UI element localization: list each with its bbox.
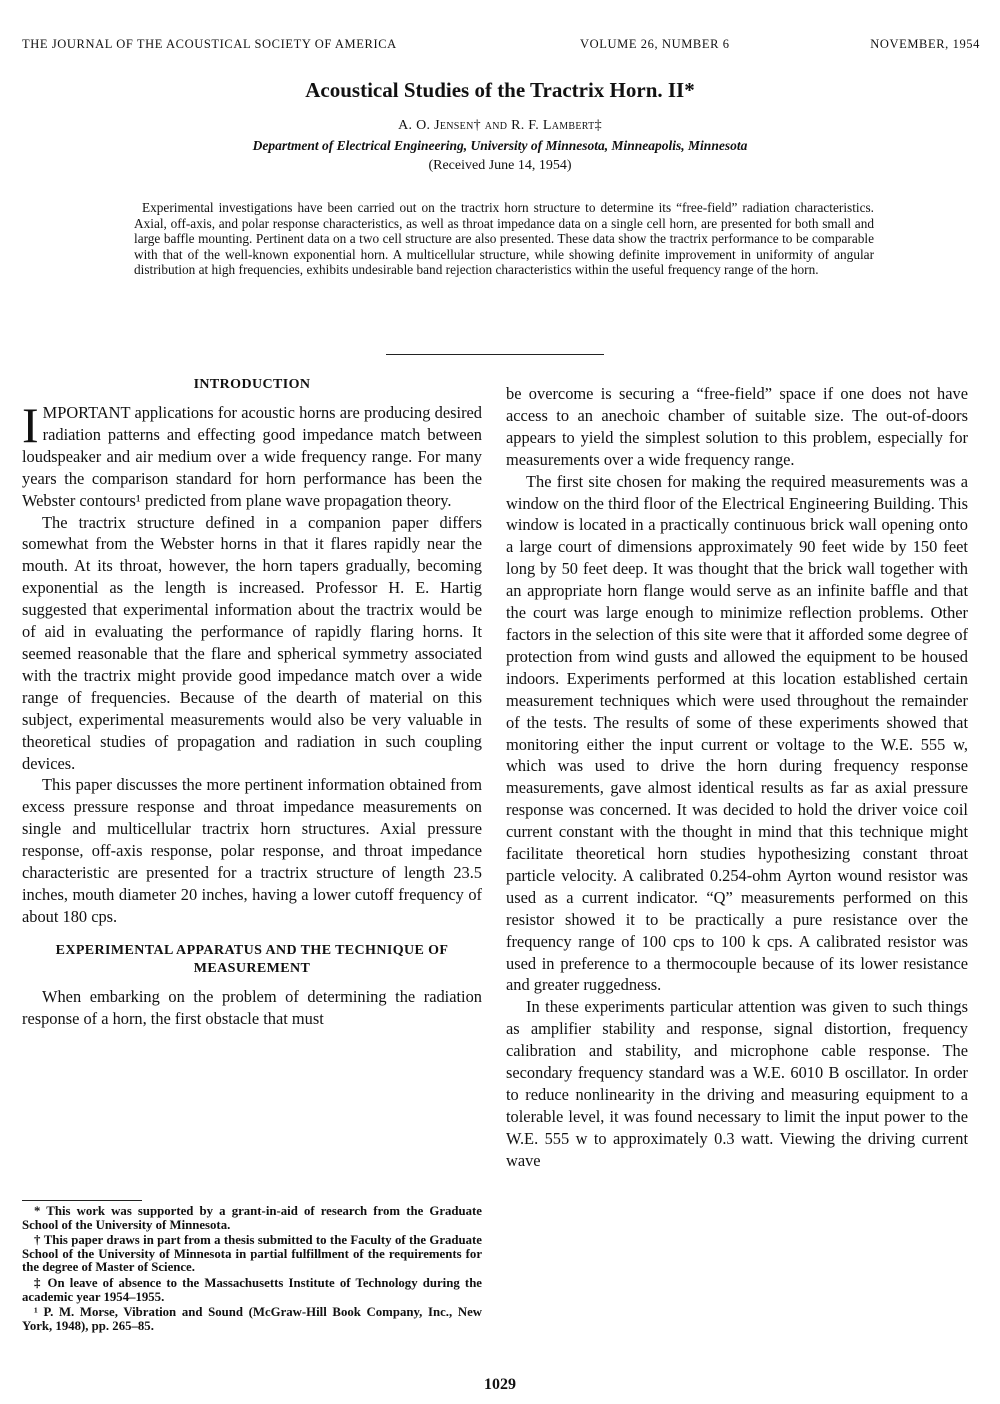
paragraph: The first site chosen for making the required measurements was a window on the third floor of the Electrical Engineering Building. This window is located in a practically continuous brick wall opening onto a large court of dimensions approximately 90 feet wide by 150 feet long by 50 feet deep. It was thought that the brick wall together with an appropriate horn flange would serve as an infinite baffle and that the court was large enough to minimize reflection problems. Other factors in the selection of this site were that it afforded some degree of protection from wind gusts and allowed the equipment to be housed indoors. Experiments performed at this location established certain measurement techniques which were used throughout the remainder of the tests. The results of some of these experiments showed that monitoring either the input current or voltage to the W.E. 555 w, which was used to drive the horn during frequency response measurements, gave almost identical results as far as axial pressure response was concerned. It was decided to hold the driver voice coil current constant with the thought in mind that this technique might facilitate theoretical horn studies hypothesizing constant throat particle velocity. A calibrated 0.254-ohm Ayrton wound resistor was used as a current indicator. “Q” measurements performed on this resistor showed it to be practically a pure resistance over the frequency range of 100 cps to 100 k cps. A calibrated resistor was used in preference to a thermocouple because of its lower resistance and greater ruggedness.	[506, 471, 968, 995]
volume-number: VOLUME 26, NUMBER 6	[580, 37, 730, 51]
footnote: * This work was supported by a grant-in-aid of research from the Graduate School of the University of Minnesota.	[22, 1204, 482, 1232]
paragraph: The tractrix structure defined in a companion paper differs somewhat from the Webster horns in that it flares rapidly near the mouth. At its throat, however, the horn tapers gradually, becoming exponential as the length is increased. Professor H. E. Hartig suggested that experimental information about the tractrix would be of aid in evaluating the performance of rapidly flaring horns. It seemed reasonable that the flare and spherical symmetry associated with the tractrix might provide good impedance match over a wide range of frequencies. Because of the dearth of material on this subject, experimental measurements would also be very valuable in theoretical studies of propagation and radiation in such coupling devices.	[22, 512, 482, 773]
paragraph-text: MPORTANT applications for acoustic horns are producing desired radiation patterns and effecting good impedance match between loudspeaker and air medium over a wide frequency range. For many years the comparison standard for horn performance has been the Webster contours¹ predicted from plane wave propagation theory.	[22, 403, 482, 510]
footnote: ‡ On leave of absence to the Massachusetts Institute of Technology during the academic year 1954–1955.	[22, 1275, 482, 1304]
paragraph: This paper discusses the more pertinent information obtained from excess pressure response and throat impedance measurements on single and multicellular tractrix horn structures. Axial pressure response, off-axis response, polar response, and throat impedance characteristic are presented for a tractrix structure of length 23.5 inches, mouth diameter 20 inches, having a lower cutoff frequency of about 180 cps.	[22, 775, 482, 926]
footnote-rule	[22, 1200, 142, 1201]
abstract: Experimental investigations have been carried out on the tractrix horn structure to determine its “free-field” radiation characteristics. Axial, off-axis, and polar response characteristics, as well as throat impedance data on a single cell horn, are presented for both small and large baffle mounting. Pertinent data on a two cell structure are also presented. These data show the tractrix performance to be comparable with that of the well-known exponential horn. A multicellular structure, while showing definite improvement in uniformity of angular distribution at high frequencies, exhibits undesirable band rejection characteristics within the useful frequency range of the horn.	[134, 200, 874, 278]
authors: A. O. Jensen† and R. F. Lambert‡	[398, 118, 602, 133]
paragraph: In these experiments particular attention was given to such things as amplifier stability and response, signal distortion, frequency calibration and stability, and microphone cable response. The secondary frequency standard was a W.E. 6010 B oscillator. In order to reduce nonlinearity in the driving and measuring equipment to a tolerable level, it was found necessary to limit the input power to the W.E. 555 w to approximately 0.3 watt. Viewing the driving current wave	[506, 997, 968, 1170]
journal-name: THE JOURNAL OF THE ACOUSTICAL SOCIETY OF AMERICA	[22, 37, 397, 51]
left-column	[22, 376, 482, 1030]
footnote: ¹ P. M. Morse, Vibration and Sound (McGraw-Hill Book Company, Inc., New York, 1948), pp. 265–85.	[22, 1305, 482, 1333]
received-date: (Received June 14, 1954)	[428, 158, 572, 173]
issue-date: NOVEMBER, 1954	[870, 37, 980, 51]
footnotes	[22, 1200, 482, 1335]
paper-title: Acoustical Studies of the Tractrix Horn. II*	[305, 78, 695, 102]
affiliation: Department of Electrical Engineering, University of Minnesota, Minneapolis, Minnesota	[252, 138, 748, 153]
drop-cap: I	[22, 397, 39, 453]
section-heading-apparatus: EXPERIMENTAL APPARATUS AND THE TECHNIQUE OF MEASUREMENT	[55, 942, 449, 976]
page-number: 1029	[484, 1376, 516, 1393]
paragraph: When embarking on the problem of determining the radiation response of a horn, the first obstacle that must	[22, 986, 482, 1028]
footnote: † This paper draws in part from a thesis submitted to the Faculty of the Graduate School of the University of Minnesota in partial fulfillment of the requirements for the degree of Master of Science.	[22, 1233, 482, 1275]
section-heading-introduction: INTRODUCTION	[193, 377, 311, 392]
paragraph	[22, 397, 482, 512]
running-header	[22, 37, 980, 55]
divider	[386, 354, 604, 355]
right-column	[506, 383, 968, 1172]
paragraph: be overcome is securing a “free-field” space if one does not have access to an anechoic chamber of suitable size. The out-of-doors appears to yield the simplest solution to this problem, especially for measurements over a wide frequency range.	[506, 384, 968, 469]
